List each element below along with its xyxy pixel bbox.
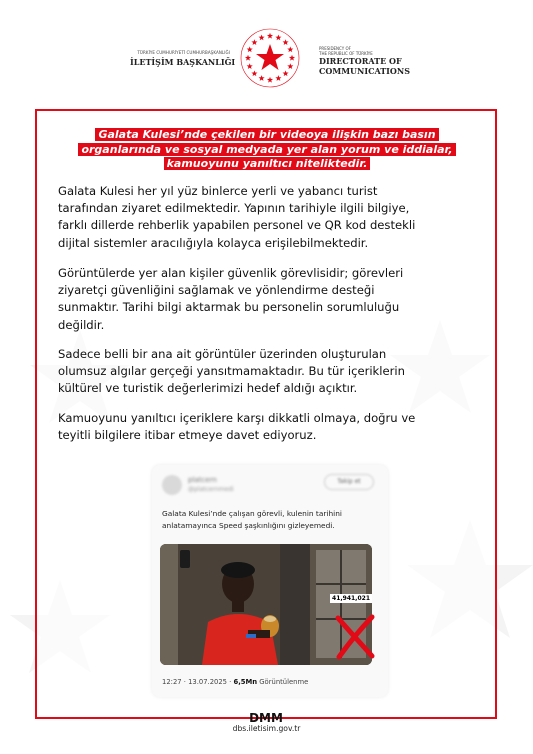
paragraph-1 bbox=[58, 183, 478, 252]
directorate-en-name-1: DIRECTORATE OF bbox=[319, 56, 402, 66]
presidency-en-small-1: PRESIDENCY OF bbox=[319, 46, 351, 51]
headline-line-1: Galata Kulesi’nde çekilen bir videoya ilişkin bazı basın bbox=[95, 128, 438, 141]
emblem-star bbox=[251, 39, 257, 45]
post-username: platcern bbox=[188, 476, 217, 484]
emblem-star bbox=[283, 39, 289, 45]
post-text-line: anlatamayınca Speed şaşkınlığını gizleyemedi. bbox=[162, 521, 335, 530]
presidency-emblem-icon bbox=[239, 27, 301, 89]
paragraph-line: Kamuoyunu yanıltıcı içeriklere karşı dikkatli olmaya, doğru ve bbox=[58, 411, 416, 425]
paragraph-line: kültürel ve turistik değerlerimizi hedef aldığı açıktır. bbox=[58, 381, 358, 396]
embedded-social-post bbox=[152, 465, 388, 697]
emblem-star bbox=[259, 34, 265, 40]
red-x-icon bbox=[334, 614, 376, 660]
paragraph-line: Görüntülerde yer alan kişiler güvenlik görevlisidir; görevleri bbox=[58, 266, 404, 280]
headline bbox=[56, 128, 478, 172]
emblem-star bbox=[287, 46, 293, 52]
header-right-title bbox=[319, 46, 429, 76]
emblem-star bbox=[247, 63, 253, 69]
emblem-star bbox=[287, 63, 293, 69]
emblem-star bbox=[275, 34, 281, 40]
emblem-star bbox=[267, 33, 273, 39]
post-text bbox=[162, 508, 378, 532]
follow-button: Takip et bbox=[324, 474, 374, 490]
post-views-label: Görüntülenme bbox=[257, 678, 309, 686]
post-timestamp: 12:27 · 13.07.2025 · bbox=[162, 678, 234, 686]
post-text-line: Galata Kulesi’nde çalışan görevli, kulenin tarihini bbox=[162, 509, 342, 518]
paragraph-line: değildir. bbox=[58, 317, 105, 332]
emblem-star bbox=[275, 75, 281, 81]
paragraph-line: Galata Kulesi her yıl yüz binlerce yerli ve yabancı turist bbox=[58, 184, 378, 198]
avatar bbox=[162, 475, 182, 495]
headline-line-3: kamuoyunu yanıltıcı niteliktedir. bbox=[164, 157, 371, 170]
paragraph-line: teyitli bilgilere itibar etmeye davet ediyoruz. bbox=[58, 428, 317, 443]
paragraph-line: sunmaktır. Tarihi bilgi aktarmak bu personelin sorumluluğu bbox=[58, 300, 400, 315]
directorate-tr-name: İLETİŞİM BAŞKANLIĞI bbox=[130, 57, 236, 67]
footer-url: dbs.iletisim.gov.tr bbox=[232, 724, 301, 733]
emblem-star bbox=[247, 46, 253, 52]
paragraph-line: tarafından ziyaret edilmektedir. Yapının tarihiyle ilgili bilgiye, bbox=[58, 201, 410, 216]
presidency-en-small-2: THE REPUBLIC OF TÜRKİYE bbox=[319, 51, 373, 56]
paragraph-line: olumsuz algılar gerçeği yansıtmamaktadır. Bu tür içeriklerin bbox=[58, 364, 405, 379]
emblem-star bbox=[267, 77, 273, 83]
post-view-count: 6,5Mn bbox=[233, 678, 258, 686]
paragraph-3 bbox=[58, 346, 478, 398]
dmm-logo bbox=[235, 711, 297, 723]
paragraph-line: Sadece belli bir ana ait görüntüler üzerinden oluşturulan bbox=[58, 347, 387, 361]
headline-line-2: organlarında ve sosyal medyada yer alan yorum ve iddialar, bbox=[78, 143, 455, 156]
view-count-overlay: 41,941,021 bbox=[332, 595, 370, 602]
emblem-star bbox=[289, 55, 295, 61]
paragraph-4 bbox=[58, 410, 478, 444]
post-meta bbox=[162, 678, 308, 686]
emblem-star bbox=[251, 70, 257, 76]
emblem-star bbox=[283, 70, 289, 76]
directorate-en-name-2: COMMUNICATIONS bbox=[319, 66, 410, 76]
presidency-tr-small: TÜRKİYE CUMHURİYETİ CUMHURBAŞKANLIĞI bbox=[137, 50, 230, 55]
paragraph-line: farklı dillerde rehberlik yapabilen personel ve QR kod destekli bbox=[58, 218, 416, 233]
post-handle: @platcernmedi bbox=[188, 486, 234, 493]
header-left-title bbox=[130, 50, 236, 67]
emblem-star bbox=[259, 75, 265, 81]
paragraph-2 bbox=[58, 265, 478, 334]
emblem-star bbox=[245, 55, 251, 61]
paragraph-line: ziyaretçi güvenliğini sağlamak ve yönlendirme desteği bbox=[58, 283, 375, 298]
paragraph-line: dijital sistemler aracılığıyla kolayca erişilebilmektedir. bbox=[58, 235, 369, 250]
dmm-logo-text: DMM bbox=[249, 711, 283, 723]
